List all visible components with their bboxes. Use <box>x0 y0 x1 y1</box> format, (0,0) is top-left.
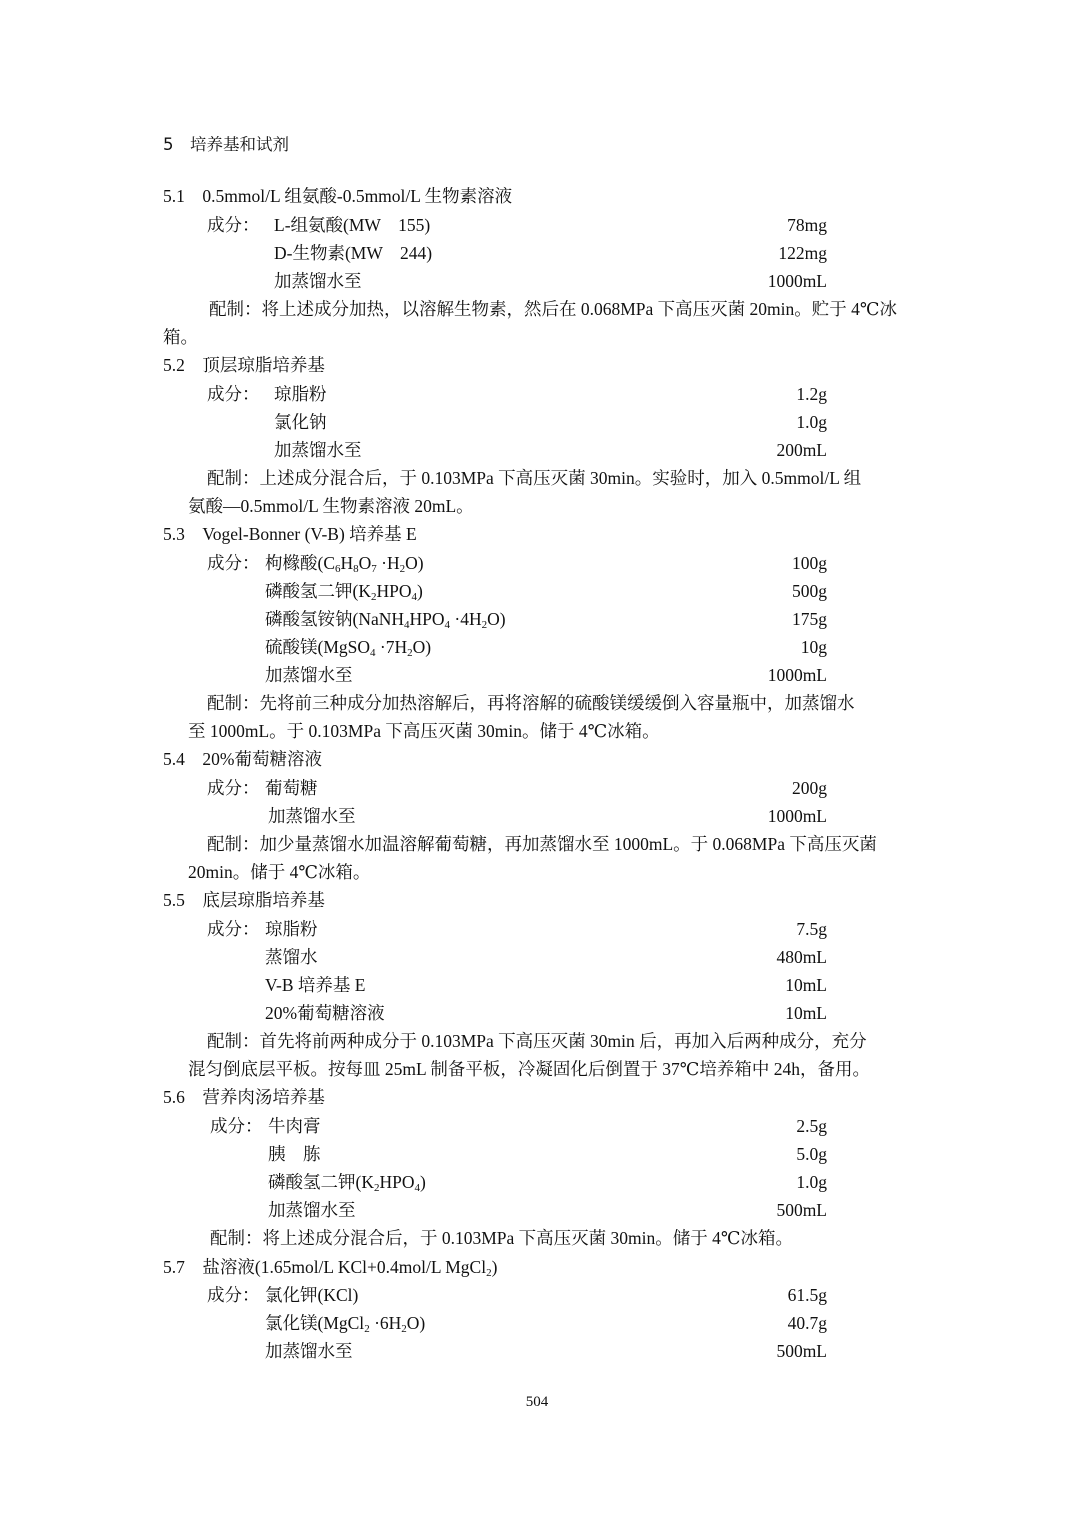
ingredient-name: 加蒸馏水至 <box>268 1200 356 1220</box>
ingredient-amount: 40.7g <box>787 1313 827 1333</box>
ingredient-name: 硫酸镁(MgSO$_4$ $\cdot 7H_2O$) <box>265 637 432 659</box>
preparation-text: 配制：上述成分混合后，于 0.103MPa 下高压灭菌 30min。实验时，加入 0.5mmol/L 组 <box>207 468 862 488</box>
ingredient-name: L-组氨酸(MW 155) <box>274 215 431 235</box>
ingredient-amount: 1000mL <box>767 806 827 826</box>
ingredient-amount: 100g <box>792 553 827 573</box>
ingredients-label: 成分： <box>207 919 260 939</box>
ingredients-label: 成分： <box>207 778 260 798</box>
ingredient-amount: 200mL <box>776 440 827 460</box>
ingredients-label: 成分： <box>207 215 260 235</box>
ingredient-name: 琼脂粉 <box>265 919 318 939</box>
ingredient-amount: 10mL <box>785 1003 827 1023</box>
ingredients-label: 成分： <box>207 553 260 573</box>
preparation-text: 箱。 <box>163 327 198 347</box>
section-5-6-title: 5.6 营养肉汤培养基 <box>163 1087 325 1107</box>
ingredient-name: 胰 胨 <box>268 1144 321 1164</box>
preparation-text: 至 1000mL。于 0.103MPa 下高压灭菌 30min。储于 4℃冰箱。 <box>188 721 660 741</box>
preparation-text: 配制：先将前三种成分加热溶解后，再将溶解的硫酸镁缓缓倒入容量瓶中，加蒸馏水 <box>207 693 855 713</box>
ingredient-name: 琼脂粉 <box>274 384 327 404</box>
ingredient-amount: 200g <box>792 778 827 798</box>
preparation-text: 配制：首先将前两种成分于 0.103MPa 下高压灭菌 30min 后，再加入后两种成分，充分 <box>207 1031 867 1051</box>
ingredient-amount: 7.5g <box>796 919 827 939</box>
ingredient-name: 枸橼酸$(C_6H_8O_7 \cdot H_2O)$ <box>265 553 424 575</box>
ingredient-amount: 500mL <box>776 1341 827 1361</box>
ingredient-amount: 78mg <box>787 215 827 235</box>
ingredient-name: 加蒸馏水至 <box>274 440 362 460</box>
ingredient-amount: 5.0g <box>796 1144 827 1164</box>
ingredient-name: 氯化镁(MgCl$_2$ $\cdot 6H_2O$) <box>265 1313 426 1335</box>
preparation-text: 混匀倒底层平板。按每皿 25mL 制备平板，冷凝固化后倒置于 37℃培养箱中 24h，备用。 <box>188 1059 870 1079</box>
ingredient-name: 葡萄糖 <box>265 778 318 798</box>
section-5-5-title: 5.5 底层琼脂培养基 <box>163 890 325 910</box>
ingredient-amount: 1.0g <box>796 412 827 432</box>
section-5-4-title: 5.4 20%葡萄糖溶液 <box>163 749 322 769</box>
ingredient-amount: 175g <box>792 609 827 629</box>
ingredient-amount: 1000mL <box>767 665 827 685</box>
ingredient-amount: 1000mL <box>767 271 827 291</box>
ingredient-name: V-B 培养基 E <box>265 975 366 995</box>
ingredient-amount: 1.0g <box>796 1172 827 1192</box>
ingredient-name: 氯化钠 <box>274 412 327 432</box>
ingredient-name: 磷酸氢铵钠$(NaNH_4HPO_4 \cdot 4H_2O)$ <box>265 609 506 631</box>
preparation-text: 配制：将上述成分混合后，于 0.103MPa 下高压灭菌 30min。储于 4℃冰箱。 <box>210 1228 793 1248</box>
section-5-1-title: 5.1 0.5mmol/L 组氨酸-0.5mmol/L 生物素溶液 <box>163 186 513 206</box>
ingredient-amount: 2.5g <box>796 1116 827 1136</box>
section-5-7-title: 5.7 盐溶液(1.65mol/L KCl+0.4mol/L MgCl$_2$) <box>163 1257 498 1279</box>
ingredient-name: 20%葡萄糖溶液 <box>265 1003 385 1023</box>
section-title: 5 培养基和试剂 <box>163 135 289 154</box>
ingredient-amount: 10mL <box>785 975 827 995</box>
ingredient-name: 加蒸馏水至 <box>268 806 356 826</box>
ingredients-label: 成分： <box>210 1116 263 1136</box>
ingredient-name: 牛肉膏 <box>268 1116 321 1136</box>
ingredient-amount: 122mg <box>778 243 827 263</box>
ingredient-name: 氯化钾(KCl) <box>265 1285 359 1305</box>
ingredient-amount: 1.2g <box>796 384 827 404</box>
preparation-text: 氨酸—0.5mmol/L 生物素溶液 20mL。 <box>188 496 474 516</box>
ingredient-name: 磷酸氢二钾$(K_2HPO_4)$ <box>265 581 423 603</box>
ingredient-amount: 480mL <box>776 947 827 967</box>
ingredient-name: 磷酸氢二钾$(K_2HPO_4)$ <box>268 1172 426 1194</box>
ingredient-name: 加蒸馏水至 <box>274 271 362 291</box>
section-5-2-title: 5.2 顶层琼脂培养基 <box>163 355 325 375</box>
ingredient-amount: 500mL <box>776 1200 827 1220</box>
ingredient-name: 蒸馏水 <box>265 947 318 967</box>
ingredient-name: 加蒸馏水至 <box>265 1341 353 1361</box>
ingredients-label: 成分： <box>207 1285 260 1305</box>
ingredient-amount: 10g <box>800 637 827 657</box>
preparation-text: 配制：加少量蒸馏水加温溶解葡萄糖，再加蒸馏水至 1000mL。于 0.068MPa 下高压灭菌 <box>207 834 877 854</box>
preparation-text: 配制：将上述成分加热，以溶解生物素，然后在 0.068MPa 下高压灭菌 20min。贮于 4℃冰 <box>209 299 897 319</box>
ingredient-amount: 61.5g <box>787 1285 827 1305</box>
ingredients-label: 成分： <box>207 384 260 404</box>
preparation-text: 20min。储于 4℃冰箱。 <box>188 862 371 882</box>
page-number: 504 <box>525 1394 549 1410</box>
ingredient-amount: 500g <box>792 581 827 601</box>
section-5-3-title: 5.3 Vogel-Bonner (V-B) 培养基 E <box>163 524 417 544</box>
ingredient-name: D-生物素(MW 244) <box>274 243 433 263</box>
ingredient-name: 加蒸馏水至 <box>265 665 353 685</box>
